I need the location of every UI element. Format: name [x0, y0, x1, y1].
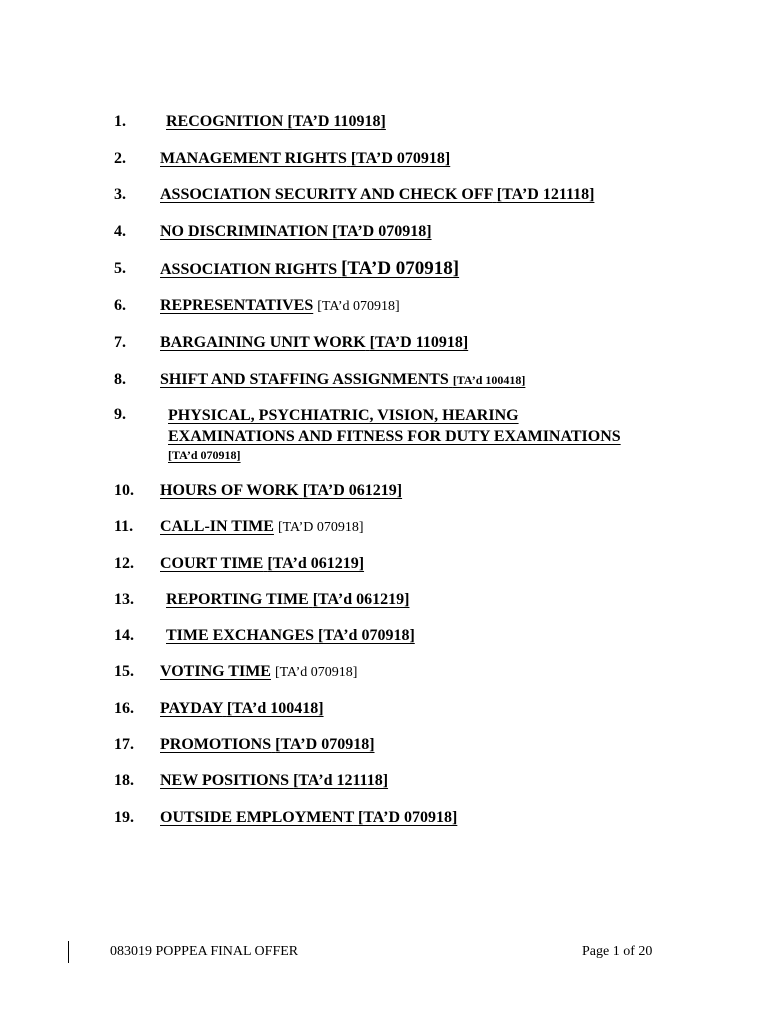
- item-title: PAYDAY [TA’d 100418]: [160, 700, 324, 717]
- item-title: REPORTING TIME [TA’d 061219]: [166, 591, 410, 608]
- item-title: COURT TIME [TA’d 061219]: [160, 555, 365, 572]
- item-number: 15.: [114, 663, 134, 680]
- item-title: REPRESENTATIVES [TA’d 070918]: [160, 297, 400, 314]
- item-title: ASSOCIATION SECURITY AND CHECK OFF [TA’D 121118]: [160, 186, 595, 203]
- item-number: 12.: [114, 555, 134, 572]
- item-number: 2.: [114, 150, 126, 167]
- item-number: 6.: [114, 297, 126, 314]
- item-title: BARGAINING UNIT WORK [TA’D 110918]: [160, 334, 469, 351]
- footer-document-name: 083019 POPPEA FINAL OFFER: [110, 944, 299, 959]
- item-title: PROMOTIONS [TA’D 070918]: [160, 736, 375, 753]
- item-number: 5.: [114, 260, 126, 277]
- item-number: 13.: [114, 591, 134, 608]
- item-title: TIME EXCHANGES [TA’d 070918]: [166, 627, 415, 644]
- item-number: 11.: [114, 518, 134, 535]
- item-number: 8.: [114, 371, 126, 388]
- footer-page-number: Page 1 of 20: [582, 944, 653, 959]
- item-number: 9.: [114, 406, 126, 423]
- item-title: SHIFT AND STAFFING ASSIGNMENTS [TA’d 100418]: [160, 371, 526, 388]
- item-title: HOURS OF WORK [TA’D 061219]: [160, 482, 403, 499]
- item-title: MANAGEMENT RIGHTS [TA’D 070918]: [160, 150, 451, 167]
- item-title: PHYSICAL, PSYCHIATRIC, VISION, HEARING EXAMINATIONS AND FITNESS FOR DUTY EXAMINATIONS [TA’d 070918]: [168, 407, 621, 462]
- item-number: 1.: [114, 113, 126, 130]
- item-title: NEW POSITIONS [TA’d 121118]: [160, 772, 389, 789]
- item-title: RECOGNITION [TA’D 110918]: [166, 113, 386, 130]
- item-title: OUTSIDE EMPLOYMENT [TA’D 070918]: [160, 809, 458, 826]
- item-number: 14.: [114, 627, 134, 644]
- item-title: NO DISCRIMINATION [TA’D 070918]: [160, 223, 432, 240]
- item-number: 17.: [114, 736, 134, 753]
- item-number: 10.: [114, 482, 134, 499]
- item-title: ASSOCIATION RIGHTS [TA’D 070918]: [160, 258, 460, 279]
- item-number: 3.: [114, 186, 126, 203]
- item-number: 4.: [114, 223, 126, 240]
- item-title: CALL-IN TIME [TA’D 070918]: [160, 518, 364, 535]
- item-title: VOTING TIME [TA’d 070918]: [160, 663, 358, 680]
- item-number: 7.: [114, 334, 126, 351]
- item-number: 18.: [114, 772, 134, 789]
- item-number: 19.: [114, 809, 134, 826]
- footer-change-bar: [68, 941, 69, 963]
- item-number: 16.: [114, 700, 134, 717]
